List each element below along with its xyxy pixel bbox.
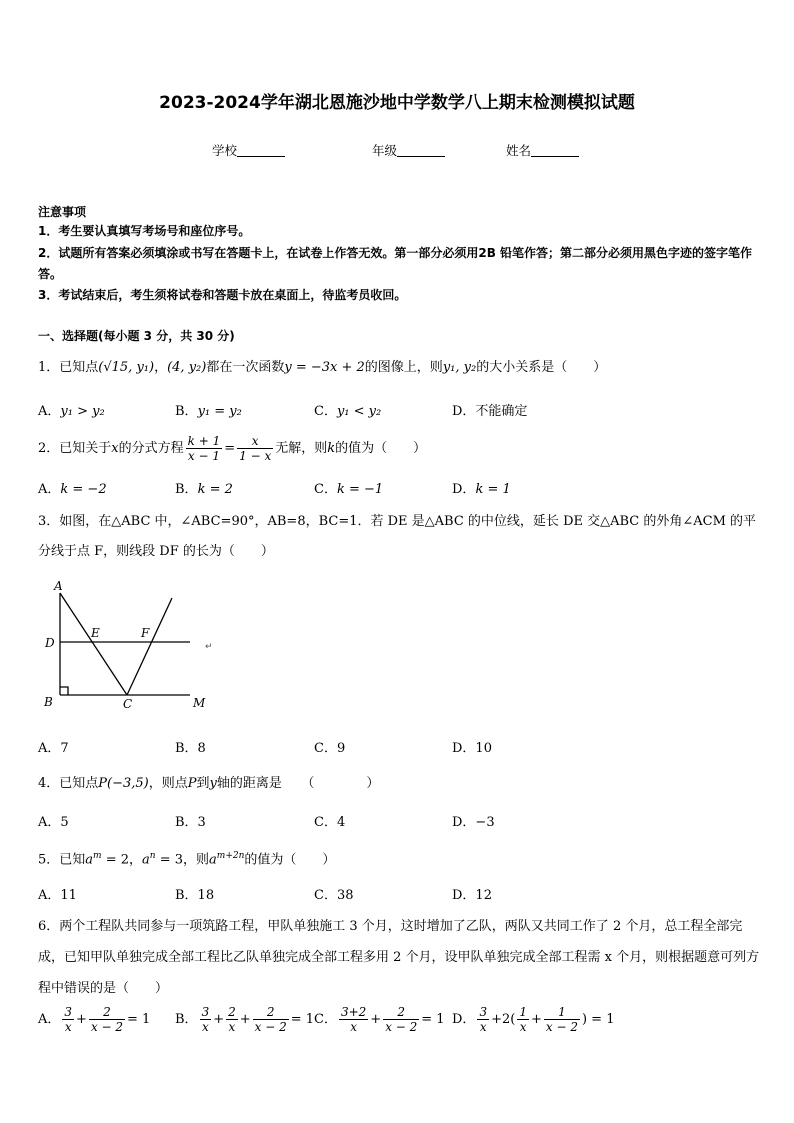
- school-label: 学校: [212, 143, 238, 158]
- q4-option-d[interactable]: D．−3: [452, 815, 495, 830]
- q2-option-d[interactable]: D．k = 1: [452, 482, 511, 497]
- q4-option-a[interactable]: A．5: [38, 815, 69, 830]
- note-item: 1．考生要认真填写考场号和座位序号。: [38, 224, 251, 238]
- label-a: A: [54, 579, 63, 593]
- q5-option-b[interactable]: B．18: [175, 888, 215, 903]
- q2-option-c[interactable]: C．k = −1: [314, 482, 384, 497]
- q2-fraction-left: $\frac{k + 1}{x - 1}$: [187, 434, 221, 463]
- name-blank[interactable]: [531, 144, 579, 157]
- label-e: E: [91, 626, 100, 640]
- name-field: [506, 141, 579, 159]
- note-item: 2．试题所有答案必须填涂或书写在答题卡上，在试卷上作答无效。第一部分必须用2B 铅笔作答；第二部分必须用黑色字迹的签字笔作答。: [38, 246, 753, 281]
- name-label: 姓名: [506, 143, 532, 158]
- grade-label: 年级: [372, 143, 398, 158]
- page-title: 2023-2024学年湖北恩施沙地中学数学八上期末检测模拟试题: [159, 93, 635, 113]
- q6-option-a[interactable]: A． $\frac{3}{x}$ + $\frac{2}{x - 2}$ = 1: [38, 1005, 151, 1034]
- triangle-diagram: [40, 578, 220, 713]
- q1-option-b[interactable]: B．y₁ = y₂: [175, 404, 242, 419]
- q1-option-c[interactable]: C．y₁ < y₂: [314, 404, 382, 419]
- question-5: 5．已知$a^m = 2$，$a^n = 3$，则$a^{m+2n}$的值为（ ）: [38, 851, 336, 868]
- notes-title: 注意事项: [38, 205, 87, 219]
- triangle-figure: [40, 578, 220, 717]
- return-mark: ↵: [205, 642, 213, 652]
- label-m: M: [193, 696, 206, 710]
- label-c: C: [123, 697, 133, 711]
- q2-option-b[interactable]: B．k = 2: [175, 482, 233, 497]
- question-6: 6．两个工程队共同参与一项筑路工程，甲队单独施工 3 个月，这时增加了乙队，两队又共同工作了 2 个月，总工程全部完成，已知甲队单独完成全部工程比乙队单独完成全部工程多用 2 个月，设甲队单独完成全部工程需 x 个月，则根据题意可列方程中错误的是（ ）: [38, 919, 760, 996]
- q1-point1: (√15, y₁): [98, 360, 155, 375]
- q3-option-a[interactable]: A．7: [38, 741, 69, 756]
- q1-point2: (4, y₂): [167, 360, 207, 375]
- q2-option-a[interactable]: A．k = −2: [38, 482, 107, 497]
- q4-option-c[interactable]: C．4: [314, 815, 346, 830]
- grade-blank[interactable]: [397, 144, 445, 157]
- question-3: 3．如图，在△ABC 中，∠ABC=90°，AB=8，BC=1．若 DE 是△ABC 的中位线，延长 DE 交△ABC 的外角∠ACM 的平分线于点 F，则线段 DF 的长为（ ）: [38, 514, 757, 559]
- q1-function: y = −3x + 2: [284, 360, 365, 375]
- q4-point: P(−3,5): [98, 776, 149, 791]
- q4-option-b[interactable]: B．3: [175, 815, 206, 830]
- q5-option-a[interactable]: A．11: [38, 888, 77, 903]
- q1-option-a[interactable]: A．y₁ > y₂: [38, 404, 105, 419]
- school-blank[interactable]: [237, 144, 285, 157]
- q1-option-d[interactable]: D．不能确定: [452, 404, 528, 419]
- q5-option-c[interactable]: C．38: [314, 888, 354, 903]
- q3-option-d[interactable]: D．10: [452, 741, 492, 756]
- label-b: B: [44, 695, 53, 709]
- label-f: F: [141, 626, 150, 640]
- q5-option-d[interactable]: D．12: [452, 888, 492, 903]
- question-4: 4．已知点P(−3,5)，则点P到y轴的距离是 （ ）: [38, 776, 380, 791]
- section-heading: 一、选择题(每小题 3 分，共 30 分): [38, 329, 235, 343]
- grade-field: [372, 141, 445, 159]
- q6-option-c[interactable]: C． $\frac{3+2}{x}$ + $\frac{2}{x - 2}$ = 1: [314, 1005, 445, 1034]
- q6-option-d[interactable]: D． $\frac{3}{x}$ +2( $\frac{1}{x}$ + $\frac{1}{x - 2}$ ) = 1: [452, 1005, 615, 1034]
- q6-option-b[interactable]: B． $\frac{3}{x}$ + $\frac{2}{x}$ + $\frac{2}{x - 2}$ = 1: [175, 1005, 315, 1034]
- question-2: 2．已知关于x的分式方程 $\frac{k + 1}{x - 1}$ = $\frac{x}{1 - x}$ 无解，则k的值为（ ）: [38, 434, 427, 463]
- q3-option-c[interactable]: C．9: [314, 741, 346, 756]
- label-d: D: [45, 636, 55, 650]
- q2-fraction-right: $\frac{x}{1 - x}$: [239, 434, 272, 463]
- school-field: [212, 141, 285, 159]
- q3-option-b[interactable]: B．8: [175, 741, 206, 756]
- note-item: 3．考试结束后，考生须将试卷和答题卡放在桌面上，待监考员收回。: [38, 288, 407, 302]
- question-1: 1．已知点(√15, y₁)，(4, y₂)都在一次函数y = −3x + 2的图像上，则y₁, y₂的大小关系是（ ）: [38, 360, 607, 375]
